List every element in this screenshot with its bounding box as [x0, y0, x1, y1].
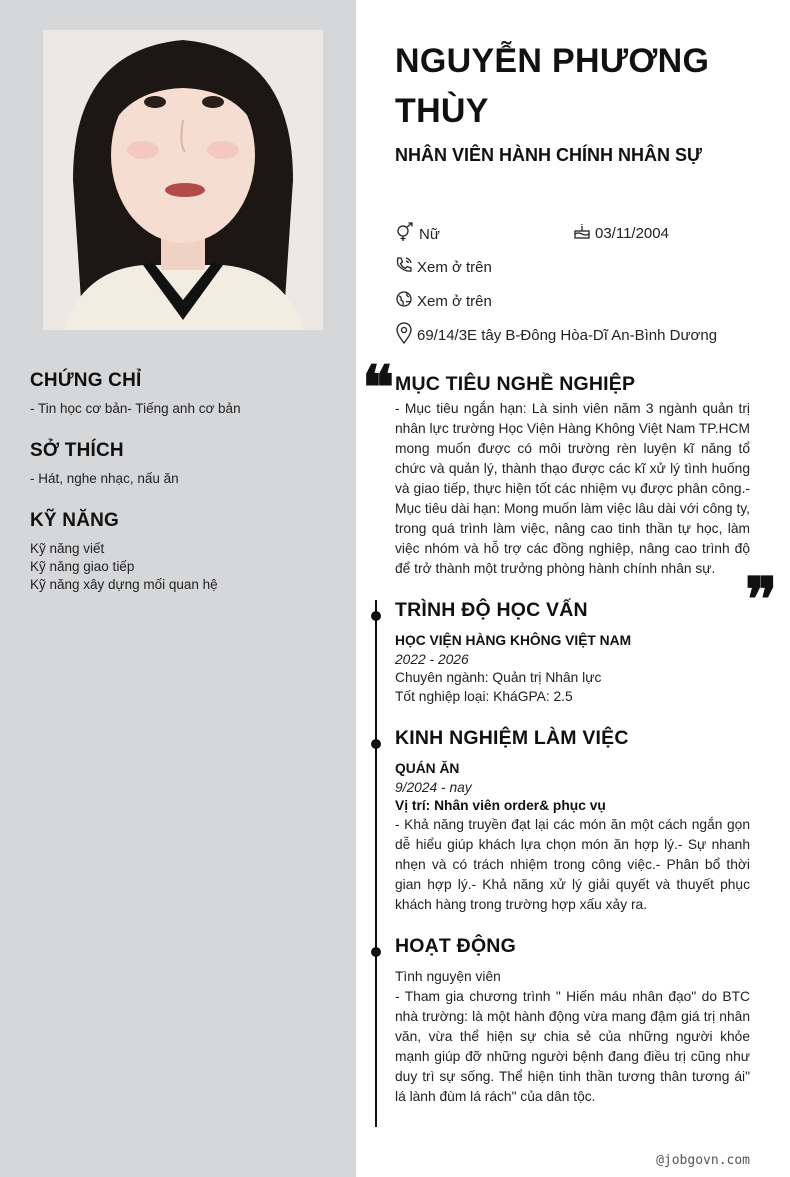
experience-period: 9/2024 - nay — [395, 780, 472, 795]
objective-text: - Mục tiêu ngắn hạn: Là sinh viên năm 3 ngành quản trị nhân lực trường Học Viện Hàng Không Việt Nam TP.HCM mong muốn được có môi trường rèn luyện kĩ năng tổ chức và quản lý, thành thạo được các kĩ xử lý tình huống và giao tiếp, thực hiện tốt các nhiệm vụ được phân công.- Mục tiêu dài hạn: Mong muốn làm việc lâu dài với công ty, trong quá trình làm việc, nâng cao tinh thần tự học, làm việc nhóm và hỗ trợ các đồng nghiệp, nâng cao trình độ để trở thành một trưởng phòng hành chính nhân sự. — [395, 401, 750, 576]
activities-title: HOẠT ĐỘNG — [395, 935, 516, 957]
birthday-value: 03/11/2004 — [595, 224, 669, 242]
address-value: 69/14/3E tây B-Đông Hòa-Dĩ An-Bình Dương — [417, 326, 718, 344]
skill-item: Kỹ năng xây dựng mối quan hệ — [30, 577, 218, 592]
objective-title: MỤC TIÊU NGHỀ NGHIỆP — [395, 373, 636, 395]
activities-text: - Tham gia chương trình " Hiến máu nhân đạo" do BTC nhà trường: là một hành động vừa mang đậm giá trị nhân văn, vừa thể hiện sự chia sẻ của những người khỏe mạnh giúp đỡ những người bệnh đang điều trị cũng như duy trì sự sống. Thể hiện tinh thần tương thân tương ái" lá lành đùm lá rách" của dân tộc. — [395, 989, 750, 1104]
skills-title: KỸ NĂNG — [30, 510, 120, 531]
education-title: TRÌNH ĐỘ HỌC VẤN — [395, 599, 588, 621]
hobbies-text: - Hát, nghe nhạc, nấu ăn — [30, 471, 179, 486]
quote-close-icon: ❞ — [745, 565, 778, 635]
location-pin-icon — [395, 322, 417, 348]
activities-role: Tình nguyện viên — [395, 969, 501, 984]
education-major: Chuyên ngành: Quản trị Nhân lực — [395, 670, 602, 685]
education-period: 2022 - 2026 — [395, 652, 469, 667]
full-name: NGUYỄN PHƯƠNG THÙY — [395, 42, 710, 130]
experience-company: QUÁN ĂN — [395, 761, 460, 776]
education-school: HỌC VIỆN HÀNG KHÔNG VIỆT NAM — [395, 633, 632, 648]
skill-item: Kỹ năng viết — [30, 541, 105, 556]
education-grade: Tốt nghiệp loại: KháGPA: 2.5 — [395, 689, 573, 704]
phone-icon — [395, 256, 417, 278]
hobbies-section — [30, 440, 330, 488]
birthday-row — [573, 222, 669, 244]
quote-open-icon: ❝ — [362, 353, 395, 423]
skills-list — [30, 540, 330, 594]
skill-item: Kỹ năng giao tiếp — [30, 559, 135, 574]
phone-row — [395, 256, 492, 278]
address-row — [395, 322, 717, 348]
email-row — [395, 290, 492, 312]
job-title: NHÂN VIÊN HÀNH CHÍNH NHÂN SỰ — [395, 145, 702, 165]
timeline-dot — [371, 611, 381, 621]
cake-icon — [573, 222, 595, 244]
sidebar — [0, 0, 356, 1177]
globe-icon — [395, 290, 417, 312]
profile-photo — [43, 30, 323, 330]
certificates-section — [30, 370, 330, 418]
timeline-dot — [371, 739, 381, 749]
experience-title: KINH NGHIỆM LÀM VIỆC — [395, 727, 629, 749]
phone-value: Xem ở trên — [417, 258, 492, 276]
gender-value: Nữ — [419, 225, 440, 243]
timeline-dot — [371, 947, 381, 957]
experience-position: Vị trí: Nhân viên order& phục vụ — [395, 798, 606, 813]
email-value: Xem ở trên — [417, 292, 492, 310]
certificates-text: - Tin học cơ bản- Tiếng anh cơ bản — [30, 401, 241, 416]
certificates-title: CHỨNG CHỈ — [30, 370, 142, 391]
experience-text: - Khả năng truyền đạt lại các món ăn một cách ngắn gọn dễ hiểu giúp khách lựa chọn món ăn hợp lý.- Sự nhanh nhẹn và có trách nhiệm trong công việc.- Phân bổ thời gian hợp lý.- Khả năng xử lý giải quyết và thuyết phục khách hàng trong trường hợp xấu xảy ra. — [395, 817, 750, 912]
gender-row — [395, 222, 440, 246]
watermark: @jobgovn.com — [656, 1153, 750, 1168]
skills-section — [30, 510, 330, 594]
gender-icon — [395, 222, 419, 246]
timeline-line — [375, 600, 377, 1127]
hobbies-title: SỞ THÍCH — [30, 440, 124, 461]
